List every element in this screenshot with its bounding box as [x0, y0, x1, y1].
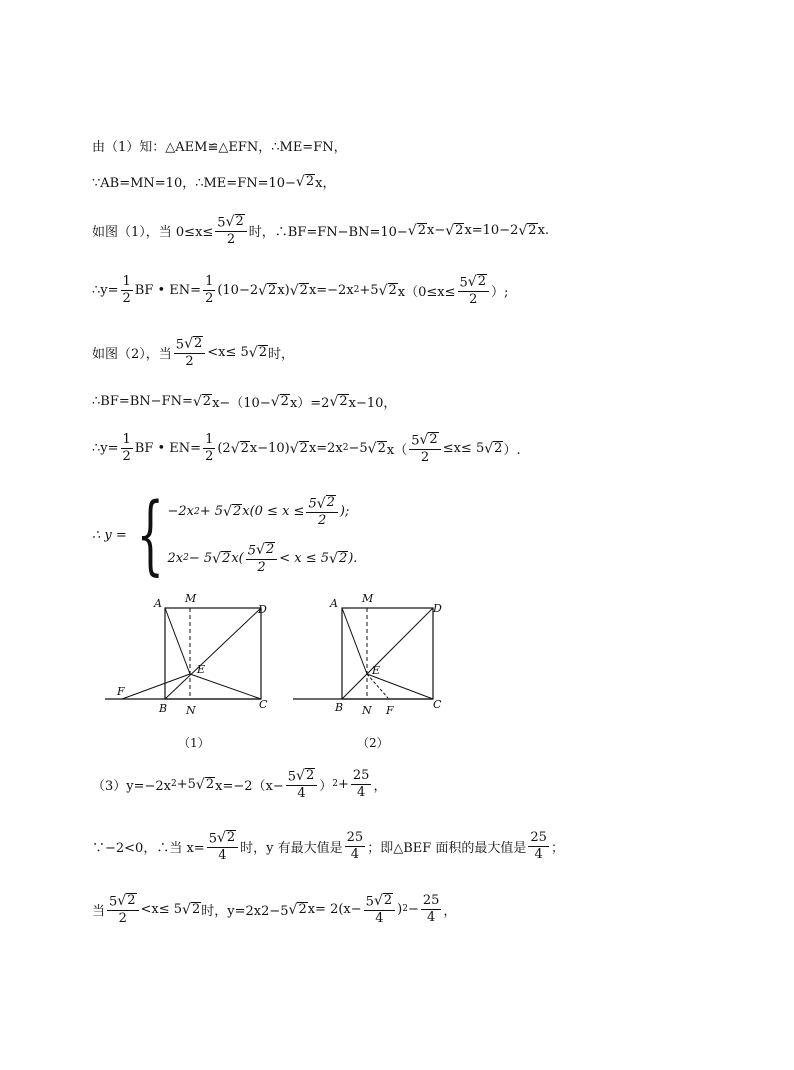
text: ∴y=	[92, 282, 119, 298]
text: ∵−2<0，∴当 x=	[92, 840, 205, 856]
label-m: M	[362, 592, 374, 605]
fraction-5sqrt2-over-2: 5 √ 2 2	[174, 336, 205, 369]
text: x−10，	[348, 396, 397, 411]
segment-ae	[342, 608, 367, 674]
label-m: M	[185, 592, 197, 605]
solution-line-9	[92, 768, 386, 801]
text: x.	[537, 222, 550, 238]
text: ，	[443, 903, 457, 919]
sqrt-2: √ 2	[192, 393, 212, 411]
text: ∴y=	[92, 440, 119, 456]
sqrt-2: √ 2	[195, 776, 215, 793]
fraction-5sqrt2-over-2: 5 √ 2 2	[107, 893, 138, 926]
text: x−	[427, 222, 446, 238]
text: x−（10−	[212, 396, 271, 411]
text: ）;	[491, 284, 509, 300]
label-f: F	[117, 685, 125, 698]
text: <x≤ 5	[207, 344, 249, 360]
text: 时，	[268, 346, 295, 362]
text: ，	[373, 778, 387, 794]
fraction-1-over-2: $\frac{1}{2}$	[205, 274, 214, 306]
sqrt-2: √ 2	[248, 344, 267, 361]
fraction-1-over-2: $\frac{1}{2}$	[122, 432, 131, 464]
exponent: 2	[402, 904, 408, 915]
fraction-5sqrt2-over-2: 5 √ 2 2	[215, 214, 246, 247]
text: ）.	[503, 442, 521, 458]
fraction-1-over-2: $\frac{1}{2}$	[122, 274, 131, 306]
text: x−10)	[249, 440, 290, 456]
solution-line-1	[92, 136, 347, 155]
fraction-5sqrt2-over-4: 5 √ 2 4	[364, 893, 395, 926]
label-f: F	[386, 704, 394, 717]
text: 时，y=2x2−5	[201, 903, 289, 919]
figure-1-diagram	[100, 592, 280, 722]
sqrt-2: √ 2	[518, 222, 537, 239]
exponent: 2	[353, 285, 360, 296]
fraction-1-over-2: $\frac{1}{2}$	[205, 432, 214, 464]
text: 由（1）知：△AEM≌△EFN，∴ME=FN，	[92, 140, 347, 155]
solution-line-3	[92, 214, 549, 247]
label-e: E	[372, 664, 381, 677]
text: (10−2	[217, 282, 259, 298]
text: 如图（2），当	[92, 346, 172, 362]
text: x)	[277, 282, 290, 298]
fraction-5sqrt2-over-4: 5 √ 2 4	[207, 830, 238, 863]
text: )	[397, 901, 403, 917]
text: ≤x≤ 5	[442, 440, 485, 456]
text: ∵AB=MN=10，∴ME=FN=10−	[92, 176, 296, 191]
text: −	[407, 901, 419, 917]
figure-2-caption: （2）	[357, 736, 389, 750]
figure-2-diagram	[290, 592, 460, 722]
sqrt-2: √ 2	[445, 222, 464, 239]
label-b: B	[159, 702, 168, 715]
sqrt-2: √ 2	[230, 440, 249, 457]
text: 时，∴BF=FN−BN=10−	[248, 224, 408, 240]
diagonal-bd	[342, 608, 433, 699]
fraction-5sqrt2-over-2: 5 √ 2 2	[409, 432, 440, 465]
text: x（	[386, 442, 408, 458]
text: ）	[319, 778, 333, 794]
solution-line-10	[92, 830, 564, 863]
label-a: A	[154, 597, 162, 610]
piecewise-function	[92, 485, 358, 585]
exponent: 2	[332, 779, 338, 790]
fraction-5sqrt2-over-4: 5 √ 2 4	[286, 768, 317, 801]
text: +5	[359, 282, 379, 298]
solution-line-5	[92, 336, 294, 369]
sqrt-2: √ 2	[367, 440, 386, 457]
text: 时，y 有最大值是	[240, 840, 343, 856]
text: x=10−2	[464, 222, 519, 238]
text: −5	[348, 440, 368, 456]
fraction-25-over-4: $\frac{25}{4}$	[352, 768, 370, 800]
segment-fe	[122, 674, 190, 699]
text: <x≤ 5	[140, 901, 183, 917]
solution-line-11	[92, 893, 456, 926]
label-d: D	[258, 603, 267, 616]
fraction-25-over-4: $\frac{25}{4}$	[422, 893, 440, 925]
sqrt-2: √ 2	[407, 222, 426, 239]
text: (2	[217, 440, 231, 456]
sqrt-2: √ 2	[329, 393, 348, 411]
cases	[168, 495, 358, 574]
left-brace: {	[136, 485, 164, 585]
text: +	[337, 776, 349, 792]
text: x，	[315, 176, 336, 191]
fraction-25-over-4: $\frac{25}{4}$	[530, 830, 547, 862]
sqrt-2: √ 2	[378, 282, 397, 299]
sqrt-2: √ 2	[288, 901, 307, 918]
sqrt-2: √ 2	[289, 282, 308, 299]
text: BF • EN=	[134, 282, 202, 298]
text: x）=2	[289, 396, 330, 411]
sqrt-2: √ 2	[182, 901, 201, 918]
label-a: A	[330, 597, 338, 610]
segment-ae	[165, 608, 190, 674]
text: 如图（1），当 0≤x≤	[92, 224, 214, 240]
solution-line-6	[92, 392, 396, 411]
text: ∴ y =	[92, 527, 127, 543]
text: x=−2（x−	[215, 778, 284, 794]
text: x= 2(x−	[307, 901, 362, 917]
sqrt-2: √ 2	[258, 282, 277, 299]
exponent: 2	[171, 779, 177, 790]
fraction-5sqrt2-over-2: 5 √ 2 2	[458, 274, 489, 307]
sqrt-2: √ 2	[484, 440, 503, 457]
sqrt-2: √ 2	[289, 440, 308, 457]
label-n: N	[362, 704, 372, 717]
label-c: C	[259, 698, 268, 711]
label-e: E	[197, 663, 206, 676]
text: （3）y=−2x	[92, 778, 172, 794]
label-n: N	[186, 704, 196, 717]
text: +5	[176, 776, 196, 792]
text: ∴BF=BN−FN=	[92, 394, 193, 409]
solution-line-2	[92, 172, 335, 191]
label-d: D	[433, 602, 442, 615]
figure-1-caption: （1）	[178, 736, 210, 750]
case-2: 2x 2 − 5 √ 2 x( 5 √ 2 2 < x ≤ 5 √ 2 ).	[167, 542, 358, 575]
exponent: 2	[342, 443, 349, 454]
text: x=2x	[308, 440, 343, 456]
text: ；	[550, 840, 564, 856]
segment-ec	[367, 674, 433, 699]
solution-line-4	[92, 274, 508, 307]
fraction-25-over-4: $\frac{25}{4}$	[346, 830, 364, 862]
case-1: −2x 2 + 5 √ 2 x(0 ≤ x ≤ 5 √ 2 2 );	[167, 495, 350, 529]
diagonal-bd	[165, 608, 261, 699]
solution-line-7	[92, 432, 521, 465]
label-c: C	[433, 698, 442, 711]
sqrt-2: √ 2	[295, 173, 315, 191]
text: x（0≤x≤	[397, 284, 456, 300]
label-b: B	[335, 701, 344, 714]
text: x=−2x	[308, 282, 354, 298]
text: ；即△BEF 面积的最大值是	[367, 840, 527, 856]
segment-ec	[190, 674, 261, 699]
sqrt-2: √ 2	[270, 393, 289, 411]
text: 当	[92, 903, 106, 919]
text: BF • EN=	[134, 440, 202, 456]
